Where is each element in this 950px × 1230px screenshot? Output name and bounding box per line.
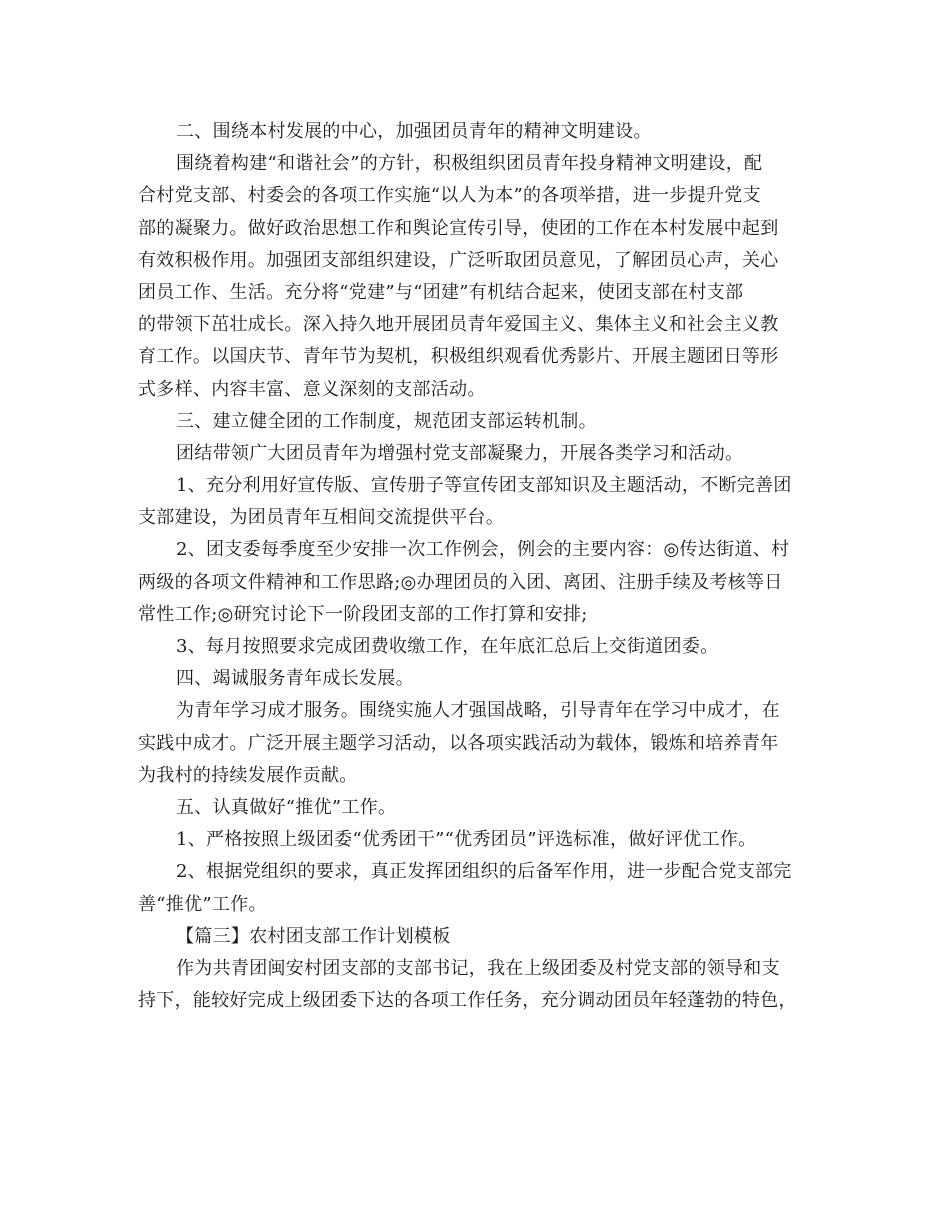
list-item-2: 2、团支委每季度至少安排一次工作例会，例会的主要内容：◎传达街道、村 bbox=[176, 539, 790, 561]
paragraph-line: 持下，能较好完成上级团委下达的各项工作任务，充分调动团员年轻蓬勃的特色， bbox=[138, 990, 797, 1012]
paragraph-line: 部的凝聚力。做好政治思想工作和舆论宣传引导，使团的工作在本村发展中起到 bbox=[138, 217, 779, 239]
paragraph-line: 式多样、内容丰富、意义深刻的支部活动。 bbox=[138, 378, 486, 400]
paragraph-line: 育工作。以国庆节、青年节为契机，积极组织观看优秀影片、开展主题团日等形 bbox=[138, 346, 779, 368]
section-heading-2: 二、围绕本村发展的中心，加强团员青年的精神文明建设。 bbox=[176, 121, 652, 142]
chapter-title: 【篇三】农村团支部工作计划模板 bbox=[176, 925, 451, 947]
paragraph-line: 围绕着构建“和谐社会”的方针，积极组织团员青年投身精神文明建设，配 bbox=[176, 153, 763, 175]
paragraph-line: 常性工作;◎研究讨论下一阶段团支部的工作打算和安排; bbox=[138, 603, 588, 625]
list-item-1: 1、严格按照上级团委“优秀团干”“优秀团员”评选标准，做好评优工作。 bbox=[176, 829, 757, 851]
paragraph-line: 合村党支部、村委会的各项工作实施“以人为本”的各项举措，进一步提升党支 bbox=[138, 185, 761, 207]
section-heading-4: 四、竭诚服务青年成长发展。 bbox=[176, 668, 414, 690]
document-body bbox=[138, 116, 810, 1017]
paragraph-line: 善“推优”工作。 bbox=[138, 893, 267, 915]
paragraph-line: 团员工作、生活。充分将“党建”与“团建”有机结合起来，使团支部在村支部 bbox=[138, 281, 744, 303]
paragraph-line: 为青年学习成才服务。围绕实施人才强国战略，引导青年在学习中成才，在 bbox=[176, 700, 780, 722]
paragraph-line: 团结带领广大团员青年为增强村党支部凝聚力，开展各类学习和活动。 bbox=[176, 442, 744, 464]
paragraph-line: 作为共青团闽安村团支部的支部书记，我在上级团委及村党支部的领导和支 bbox=[176, 957, 780, 979]
section-heading-5: 五、认真做好“推优”工作。 bbox=[176, 796, 397, 818]
paragraph-line: 有效积极作用。加强团支部组织建设，广泛听取团员意见，了解团员心声，关心 bbox=[138, 249, 779, 271]
paragraph-line: 的带领下茁壮成长。深入持久地开展团员青年爱国主义、集体主义和社会主义教 bbox=[138, 314, 779, 336]
list-item-3: 3、每月按照要求完成团费收缴工作，在年底汇总后上交街道团委。 bbox=[176, 636, 719, 657]
paragraph-line: 两级的各项文件精神和工作思路;◎办理团员的入团、离团、注册手续及考核等日 bbox=[138, 571, 783, 593]
paragraph-line: 支部建设，为团员青年互相间交流提供平台。 bbox=[138, 507, 504, 529]
list-item-2: 2、根据党组织的要求，真正发挥团组织的后备军作用，进一步配合党支部完 bbox=[176, 861, 792, 883]
list-item-1: 1、充分利用好宣传版、宣传册子等宣传团支部知识及主题活动，不断完善团 bbox=[176, 475, 792, 497]
paragraph-line: 为我村的持续发展作贡献。 bbox=[138, 764, 358, 786]
section-heading-3: 三、建立健全团的工作制度，规范团支部运转机制。 bbox=[176, 410, 597, 432]
paragraph-line: 实践中成才。广泛开展主题学习活动，以各项实践活动为载体，锻炼和培养青年 bbox=[138, 732, 779, 754]
